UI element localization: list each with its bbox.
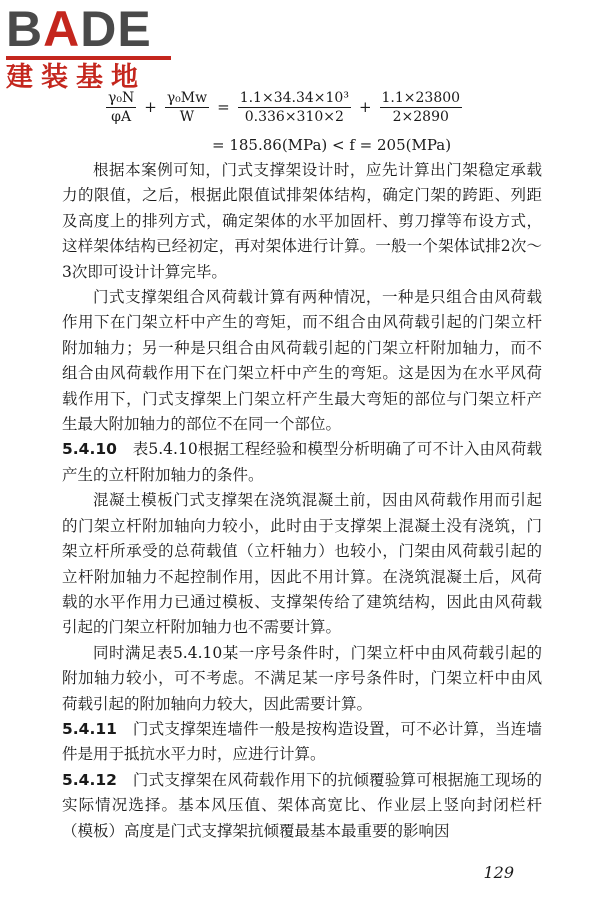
fraction-value-2: $\frac{1.1\times 23800}{2\times 2890}$ xyxy=(381,89,461,125)
fraction-value-1: $\frac{\text{1.1×34.34×10³}}{0.336\times 310\times 2}$ xyxy=(239,89,349,125)
fraction-moment: $\frac{\text{γ₀Mw}}{W}$ xyxy=(166,89,208,125)
paragraph-5: 同时满足表5.4.10某一序号条件时，门架立杆中由风荷载引起的附加轴力较小，可不考虑。不满足某一序号条件时，门架立杆中由风荷载引起的附加轴向力较大，因此需要计算。 xyxy=(62,643,542,713)
paragraph-1: 根据本案例可知，门式支撑架设计时，应先计算出门架稳定承载力的限值，之后，根据此限值试排架体结构，确定门架的跨距、列距及高度上的排列方式，确定架体的水平加固杆、剪刀撑等布设方式，这样架体结构已经初定，再对架体进行计算。一般一个架体试排2次～3次即可设计计算完毕。 xyxy=(62,161,542,281)
page-content xyxy=(62,82,542,844)
clause-5-4-12: 5.4.12 门式支撑架在风荷载作用下的抗倾覆验算可根据施工现场的实际情况选择。基本风压值、架体高宽比、作业层上竖向封闭栏杆（模板）高度是门式支撑架抗倾覆最基本最重要的影响因 xyxy=(62,770,542,840)
logo-subtitle: 建装基地 xyxy=(6,62,146,93)
logo-wordmark: BADE xyxy=(6,1,152,57)
bade-logo xyxy=(6,1,176,94)
clause-number: 5.4.11 xyxy=(62,719,117,738)
fraction-axial: $\frac{\text{γ₀N}}{\varphi A}$ xyxy=(108,89,135,125)
clause-number: 5.4.12 xyxy=(62,770,117,789)
clause-5-4-10: 5.4.10 表5.4.10根据工程经验和模型分析明确了可不计入由风荷载产生的立杆附加轴力的条件。 xyxy=(62,440,542,484)
stability-formula xyxy=(62,82,542,158)
formula-line-2: = 185.86(MPa) < f = 205(MPa) xyxy=(212,136,452,154)
formula-line-1: $\frac{\text{γ₀N}}{\varphi A}$ + $\frac{\text{γ₀Mw}}{W}$ = $\frac{\text{1.1×34.34×10³}}{0.336\times 310\times 2}$ + $\frac{1.1\times 23800}{2\times 2890}$ xyxy=(108,89,461,125)
clause-number: 5.4.10 xyxy=(62,440,117,459)
paragraph-2: 门式支撑架组合风荷载计算有两种情况，一种是只组合由风荷载作用下在门架立杆中产生的弯矩，而不组合由风荷载引起的门架立杆附加轴力；另一种是只组合由风荷载引起的门架立杆附加轴力，而不组合由风荷载作用下在门架立杆中产生的弯矩。这是因为在水平风荷载作用下，门式支撑架上门架立杆产生最大弯矩的部位与门架立杆产生最大附加轴力的部位不在同一个部位。 xyxy=(62,288,542,434)
clause-5-4-11: 5.4.11 门式支撑架连墙件一般是按构造设置，可不必计算，当连墙件是用于抵抗水平力时，应进行计算。 xyxy=(62,719,542,764)
paragraph-4: 混凝土模板门式支撑架在浇筑混凝土前，因由风荷载作用而引起的门架立杆附加轴向力较小，此时由于支撑架上混凝土没有浇筑，门架立杆所承受的总荷载值（立杆轴力）也较小，门架由风荷载引起的立杆附加轴力不起控制作用，因此不用计算。在浇筑混凝土后，风荷载的水平作用力已通过模板、支撑架传给了建筑结构，因此由风荷载引起的门架立杆附加轴力也不需要计算。 xyxy=(62,491,542,637)
page-number: 129 xyxy=(483,863,514,882)
